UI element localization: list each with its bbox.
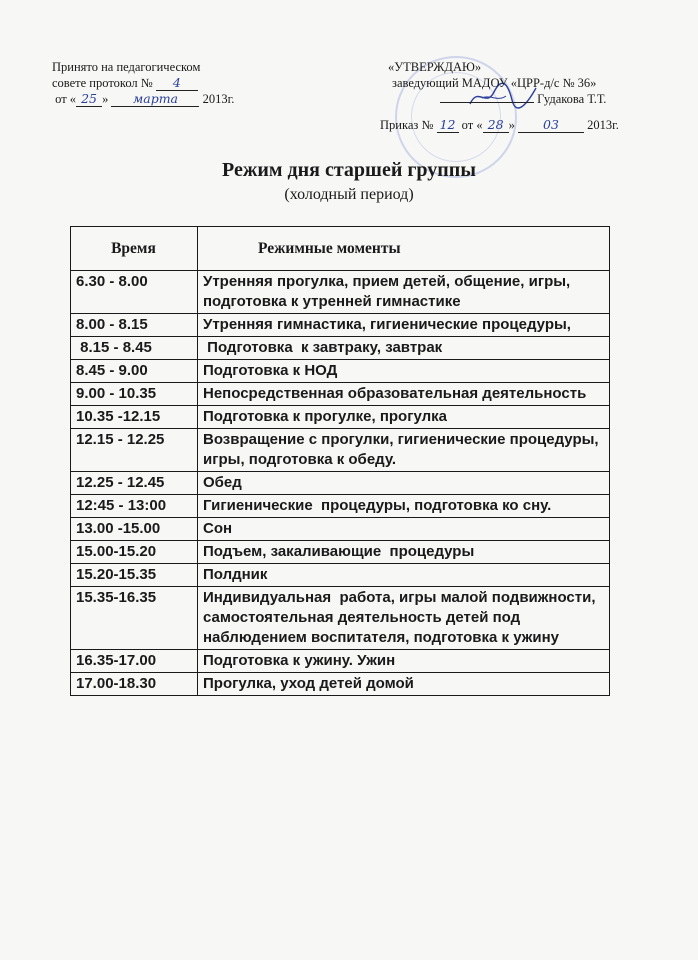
order-line bbox=[378, 107, 678, 133]
adoption-block bbox=[52, 59, 292, 107]
date-month: марта bbox=[111, 92, 199, 107]
date-mid: » bbox=[102, 92, 109, 106]
time-cell: 15.35-16.35 bbox=[71, 587, 198, 650]
activity-cell: Утренняя прогулка, прием детей, общение, игры, подготовка к утренней гимнастике bbox=[198, 271, 610, 314]
activity-cell: Утренняя гимнастика, гигиенические процедуры, bbox=[198, 314, 610, 337]
column-header-activity: Режимные моменты bbox=[198, 227, 610, 271]
order-day: 28 bbox=[483, 118, 509, 133]
activity-cell: Сон bbox=[198, 518, 610, 541]
activity-cell: Непосредственная образовательная деятельность bbox=[198, 383, 610, 406]
time-cell: 15.20-15.35 bbox=[71, 564, 198, 587]
time-cell: 6.30 - 8.00 bbox=[71, 271, 198, 314]
table-row bbox=[71, 495, 610, 518]
time-cell: 9.00 - 10.35 bbox=[71, 383, 198, 406]
adoption-line-2 bbox=[52, 75, 292, 91]
order-number: 12 bbox=[437, 118, 459, 133]
activity-cell: Подготовка к прогулке, прогулка bbox=[198, 406, 610, 429]
table-row bbox=[71, 472, 610, 495]
schedule-rows bbox=[71, 271, 610, 696]
time-cell: 15.00-15.20 bbox=[71, 541, 198, 564]
date-day: 25 bbox=[76, 92, 102, 107]
order-from-label: от « bbox=[461, 118, 483, 132]
activity-cell: Подготовка к НОД bbox=[198, 360, 610, 383]
approve-label: «УТВЕРЖДАЮ» bbox=[388, 60, 482, 74]
protocol-prefix: совете протокол № bbox=[52, 76, 153, 90]
time-cell: 12.25 - 12.45 bbox=[71, 472, 198, 495]
signature-blank bbox=[440, 91, 534, 103]
document-subtitle: (холодный период) bbox=[284, 186, 414, 203]
table-row bbox=[71, 271, 610, 314]
date-year: 2013г. bbox=[202, 92, 235, 106]
activity-cell: Прогулка, уход детей домой bbox=[198, 673, 610, 696]
column-header-time: Время bbox=[71, 227, 198, 271]
table-row bbox=[71, 429, 610, 472]
time-cell: 17.00-18.30 bbox=[71, 673, 198, 696]
order-year: 2013г. bbox=[587, 118, 619, 132]
time-cell: 10.35 -12.15 bbox=[71, 406, 198, 429]
table-header-row bbox=[71, 227, 610, 271]
schedule-table bbox=[70, 226, 610, 696]
time-cell: 8.15 - 8.45 bbox=[71, 337, 198, 360]
date-from-label: от « bbox=[55, 92, 77, 106]
table-row bbox=[71, 337, 610, 360]
table-row bbox=[71, 383, 610, 406]
table-row bbox=[71, 564, 610, 587]
approval-block bbox=[378, 59, 678, 133]
time-cell: 8.45 - 9.00 bbox=[71, 360, 198, 383]
order-month: 03 bbox=[518, 118, 584, 133]
adoption-line-1: Принято на педагогическом bbox=[52, 60, 201, 74]
activity-cell: Подъем, закаливающие процедуры bbox=[198, 541, 610, 564]
protocol-number: 4 bbox=[156, 76, 198, 91]
order-mid: » bbox=[508, 118, 515, 132]
activity-cell: Обед bbox=[198, 472, 610, 495]
time-cell: 13.00 -15.00 bbox=[71, 518, 198, 541]
table-row bbox=[71, 587, 610, 650]
head-name: Гудакова Т.Т. bbox=[537, 92, 607, 106]
time-cell: 12:45 - 13:00 bbox=[71, 495, 198, 518]
activity-cell: Подготовка к завтраку, завтрак bbox=[198, 337, 610, 360]
head-signature-line bbox=[378, 91, 678, 107]
activity-cell: Индивидуальная работа, игры малой подвижности, самостоятельная деятельность детей под наблюдением воспитателя, подготовка к ужину bbox=[198, 587, 610, 650]
activity-cell: Возвращение с прогулки, гигиенические процедуры, игры, подготовка к обеду. bbox=[198, 429, 610, 472]
head-position: заведующий МАДОУ «ЦРР-д/с № 36» bbox=[392, 76, 597, 90]
document-title: Режим дня старшей группы bbox=[222, 159, 476, 181]
time-cell: 8.00 - 8.15 bbox=[71, 314, 198, 337]
table-row bbox=[71, 673, 610, 696]
table-row bbox=[71, 650, 610, 673]
time-cell: 16.35-17.00 bbox=[71, 650, 198, 673]
time-cell: 12.15 - 12.25 bbox=[71, 429, 198, 472]
table-row bbox=[71, 518, 610, 541]
order-prefix: Приказ № bbox=[380, 118, 434, 132]
adoption-line-3 bbox=[52, 91, 292, 107]
activity-cell: Полдник bbox=[198, 564, 610, 587]
activity-cell: Подготовка к ужину. Ужин bbox=[198, 650, 610, 673]
table-row bbox=[71, 314, 610, 337]
table-row bbox=[71, 406, 610, 429]
table-row bbox=[71, 360, 610, 383]
table-row bbox=[71, 541, 610, 564]
activity-cell: Гигиенические процедуры, подготовка ко сну. bbox=[198, 495, 610, 518]
